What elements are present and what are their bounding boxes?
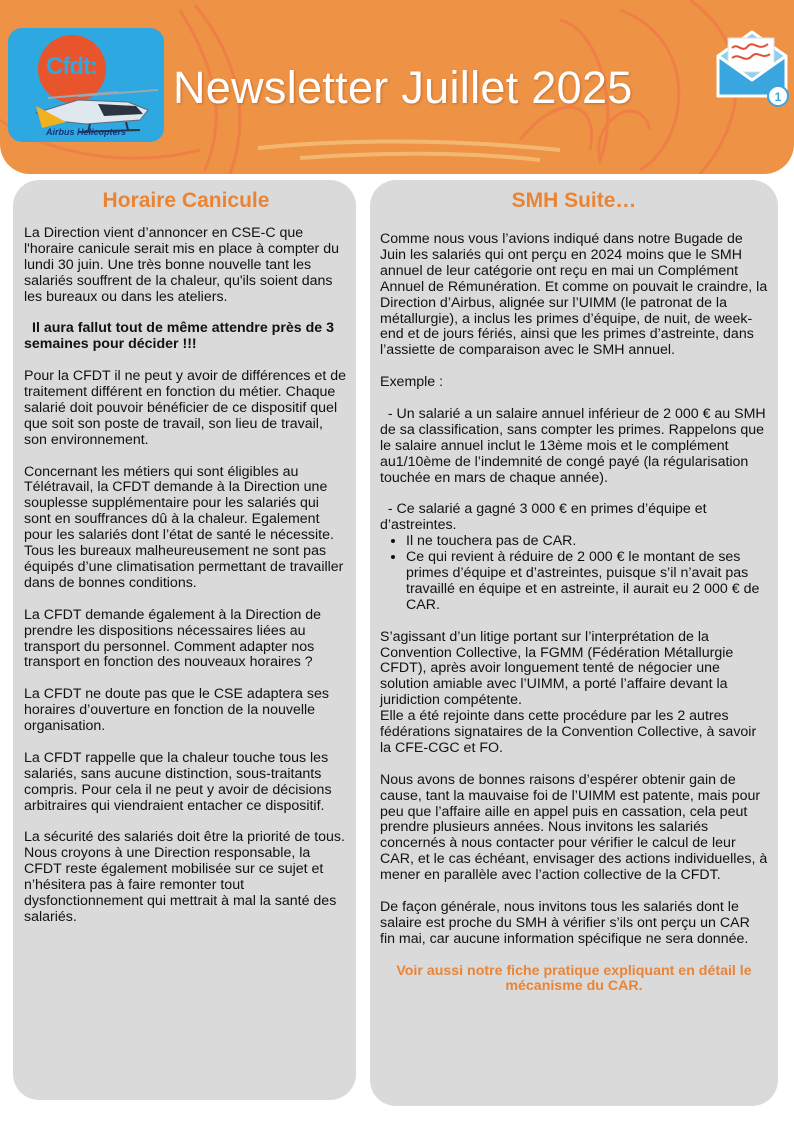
cfdt-logo: [8, 28, 164, 142]
bullet-list: [380, 534, 768, 614]
paragraph-bold: [24, 321, 348, 353]
article-body: [24, 226, 348, 926]
logo-subtitle: Airbus Helicopters: [45, 127, 127, 137]
article-horaire-canicule: [13, 180, 356, 1100]
paragraph: La CFDT demande également à la Direction de prendre les dispositions nécessaires liées au transport du personnel. Comment adapter nos transport en fonction des nouveaux horaires ?: [24, 606, 322, 671]
mail-badge: 1: [774, 90, 782, 104]
list-item: • Ce qui revient à réduire de 2 000 € le montant de ses primes d’équipe et d’astreintes, puisque s’il n’avait pas travaillé en équipe et en astreinte, il aurait eu 2 000 € de CAR.: [406, 550, 768, 614]
paragraph: Nous avons de bonnes raisons d’espérer obtenir gain de cause, tant la mauvaise foi de l’UIMM est patente, mais pour peu que l’affaire aille en appel puis en cassation, cela peut prendre plusieurs années. Nous invitons les salariés concernés à nous contacter pour vérifier le calcul de leur CAR, et le cas échéant, envisager des actions individuelles, à mener en parallèle avec l’action collective de la CFDT.: [380, 771, 768, 884]
article-smh-suite: [370, 180, 778, 1106]
paragraph: Pour la CFDT il ne peut y avoir de différences et de traitement différent en fonction du métier. Chaque salarié doit pouvoir bénéficier de ce dispositif quel que soit son poste de travail, son lieu de travail, son environnement.: [24, 368, 347, 448]
paragraph: De façon générale, nous invitons tous les salariés dont le salaire est proche du SMH à vérifier s’ils ont perçu un CAR fin mai, car aucune information spécifique ne sera donnée.: [380, 898, 750, 947]
mail-icon: [714, 24, 790, 108]
paragraph: La CFDT ne doute pas que le CSE adaptera ses horaires d’ouverture en fonction de la nouvelle organisation.: [24, 686, 329, 735]
paragraph: Elle a été rejointe dans cette procédure par les 2 autres fédérations signataires de la Convention Collective, à savoir la CFE-CGC et FO.: [380, 708, 757, 756]
paragraph: La CFDT rappelle que la chaleur touche tous les salariés, sans aucune distinction, sous-traitants compris. Pour cela il ne peut y avoir de décisions arbitraires qui viendraient entacher ce dispositif.: [24, 749, 332, 814]
paragraph: La Direction vient d’annoncer en CSE-C que l'horaire canicule serait mis en place à compter du lundi 30 juin. Une très bonne nouvelle tant les salariés souffrent de la chaleur, qu'ils soient dans les bureaux ou dans les ateliers.: [24, 225, 339, 305]
page-title: Newsletter Juillet 2025: [173, 62, 633, 113]
helicopter-icon: [8, 28, 164, 142]
paragraph: - Un salarié a un salaire annuel inférieur de 2 000 € au SMH de sa classification, sans compter les primes. Rappelons que le salaire annuel inclut le 13ème mois et le complément au1/10ème de l’indemnité de congé payé (la régularisation touchée en mars de chaque année).: [380, 405, 770, 486]
paragraph: Exemple :: [380, 374, 444, 391]
article-body: [380, 232, 768, 995]
paragraph: Comme nous vous l’avions indiqué dans notre Bugade de Juin les salariés qui ont perçu en 2024 moins que le SMH annuel de leur catégorie ont reçu en mai un Complément Annuel de Rémunération. Et comme on pouvait le craindre, la Direction d’Airbus, alignée sur l’UIMM (le patronat de la métallurgie), a inclus les primes d’équipe, de nuit, de week-end et de jours fériés, ainsi que les primes d’astreinte, dans l’assiette de comparaison avec le SMH annuel.: [380, 231, 768, 359]
cta-link-car-sheet[interactable]: Voir aussi notre fiche pratique expliquant en détail le mécanisme du CAR.: [396, 962, 752, 995]
article-heading: SMH Suite…: [511, 189, 637, 212]
paragraph: La sécurité des salariés doit être la priorité de tous. Nous croyons à une Direction responsable, la CFDT reste également mobilisée sur ce sujet et n’hésitera pas à faire remonter tout dysfonctionnement qui mettrait à mal la santé des salariés.: [24, 829, 345, 925]
logo-text: Cfdt:: [46, 53, 97, 80]
bold-statement: Il aura fallut tout de même attendre près de 3 semaines pour décider !!!: [24, 320, 334, 353]
list-item: • Il ne touchera pas de CAR.: [406, 534, 768, 550]
header-banner: [0, 0, 794, 174]
article-heading: Horaire Canicule: [102, 189, 270, 212]
paragraph: Concernant les métiers qui sont éligibles au Télétravail, la CFDT demande à la Direction une souplesse supplémentaire pour les salariés qui sont en souffrances dû à la chaleur. Egalement pour les salariés dont l’état de santé le nécessite. Tous les bureaux malheureusement ne sont pas équipés d’une climatisation permettant de travailler dans de bonnes conditions.: [24, 463, 344, 591]
paragraph: S’agissant d’un litige portant sur l’interprétation de la Convention Collective, la FGMM (Fédération Métallurgie CFDT), après avoir longuement tenté de négocier une solution amiable avec l’UIMM, a porté l’affaire devant la juridiction compétente.: [380, 628, 734, 709]
paragraph: - Ce salarié a gagné 3 000 € en primes d’équipe et d’astreintes.: [380, 501, 711, 534]
